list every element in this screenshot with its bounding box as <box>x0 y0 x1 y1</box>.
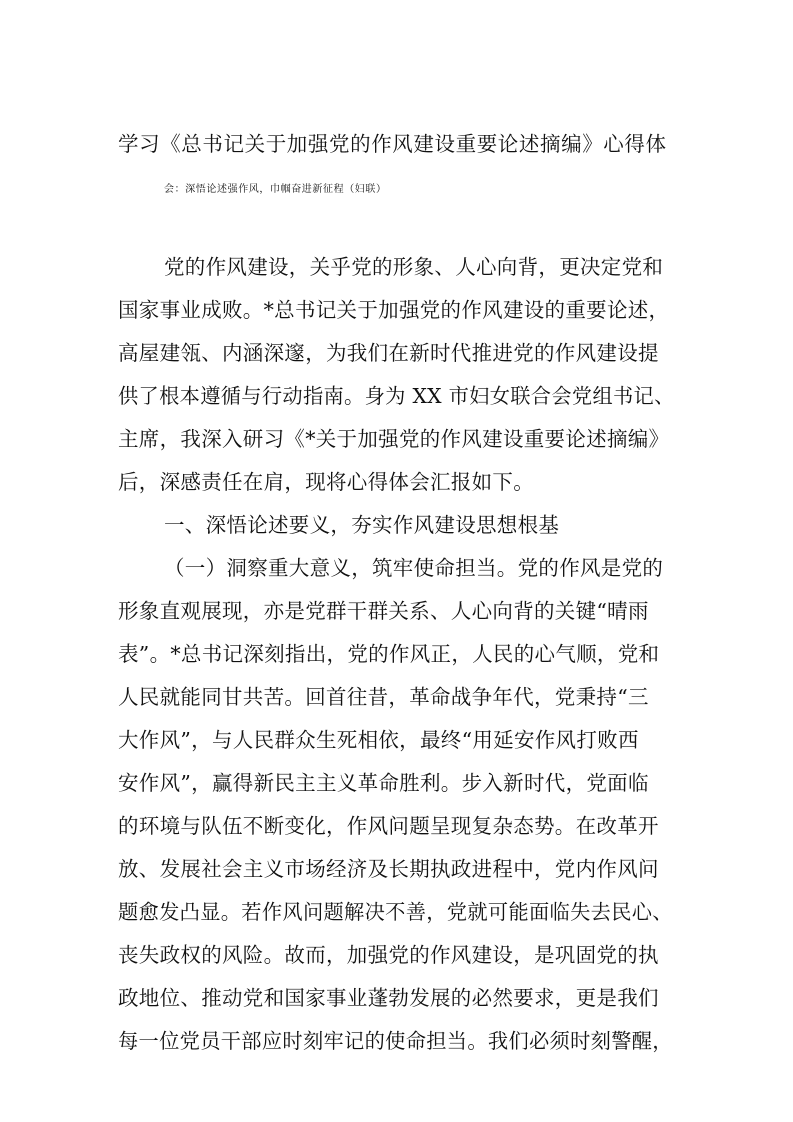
paragraph-line: 主席，我深入研习《*关于加强党的作风建设重要论述摘编》 <box>118 427 670 451</box>
paragraph-line: 丧失政权的风险。故而，加强党的作风建设，是巩固党的执 <box>118 943 659 967</box>
paragraph-line: 后，深感责任在肩，现将心得体会汇报如下。 <box>118 470 534 494</box>
paragraph-line: 的环境与队伍不断变化，作风问题呈现复杂态势。在改革开 <box>118 814 659 838</box>
document-title-line-1: 学习《总书记关于加强党的作风建设重要论述摘编》心得体 <box>118 132 667 156</box>
paragraph-line: 每一位党员干部应时刻牢记的使命担当。我们必须时刻警醒， <box>118 1029 673 1053</box>
paragraph-line: 供了根本遵循与行动指南。身为 XX 市妇女联合会党组书记、 <box>118 384 675 408</box>
section-heading: 一、深悟论述要义，夯实作风建设思想根基 <box>164 513 560 537</box>
paragraph-line: 高屋建瓴、内涵深邃，为我们在新时代推进党的作风建设提 <box>118 341 659 365</box>
paragraph-line: （一）洞察重大意义，筑牢使命担当。党的作风是党的 <box>164 556 664 580</box>
paragraph-line: 放、发展社会主义市场经济及长期执政进程中，党内作风问 <box>118 857 659 881</box>
paragraph-line: 题愈发凸显。若作风问题解决不善，党就可能面临失去民心、 <box>118 900 673 924</box>
paragraph-line: 政地位、推动党和国家事业蓬勃发展的必然要求，更是我们 <box>118 986 659 1010</box>
paragraph-line: 国家事业成败。*总书记关于加强党的作风建设的重要论述， <box>118 298 670 322</box>
paragraph-line: 表”。*总书记深刻指出，党的作风正，人民的心气顺，党和 <box>118 642 660 666</box>
paragraph-line: 人民就能同甘共苦。回首往昔，革命战争年代，党秉持“三 <box>118 685 649 709</box>
paragraph-line: 党的作风建设，关乎党的形象、人心向背，更决定党和 <box>164 255 664 279</box>
paragraph-line: 形象直观展现，亦是党群干群关系、人心向背的关键“晴雨 <box>118 599 649 623</box>
paragraph-line: 安作风”，赢得新民主主义革命胜利。步入新时代，党面临 <box>118 771 649 795</box>
paragraph-line: 大作风”，与人民群众生死相依，最终“用延安作风打败西 <box>118 728 639 752</box>
document-title-line-2: 会：深悟论述强作风，巾帼奋进新征程（妇联） <box>164 184 387 195</box>
